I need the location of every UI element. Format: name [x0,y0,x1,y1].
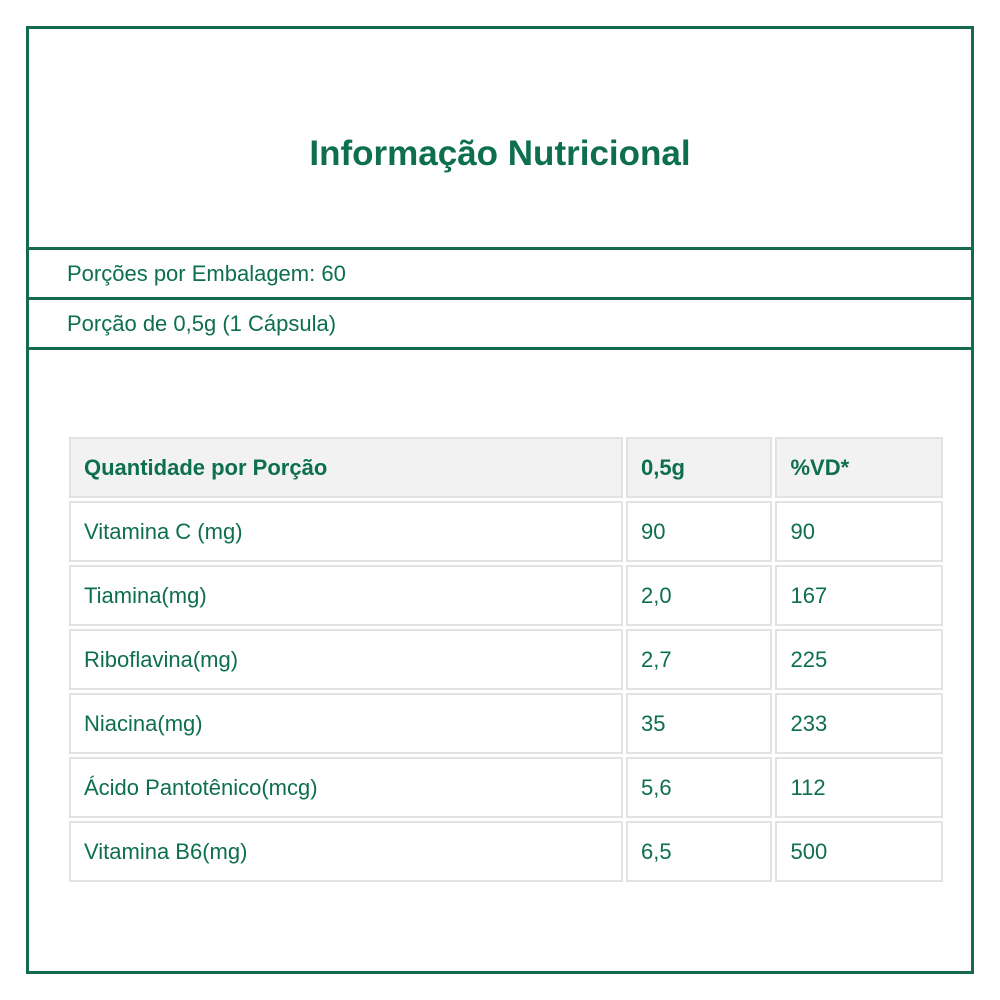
nutrient-daily-value: 90 [775,501,943,562]
column-header-daily-value: %VD* [775,437,943,498]
servings-per-package-text: Porções por Embalagem: 60 [67,260,346,286]
serving-size-row [29,297,971,347]
table-row [69,501,943,562]
nutrient-name: Vitamina B6(mg) [69,821,623,882]
table-row [69,693,943,754]
nutrition-table-wrapper [69,437,949,882]
nutrient-name: Tiamina(mg) [69,565,623,626]
nutrient-amount: 2,7 [626,629,773,690]
nutrition-table [66,434,946,885]
column-header-quantity: Quantidade por Porção [69,437,623,498]
nutrition-facts-panel [26,26,974,974]
nutrient-daily-value: 225 [775,629,943,690]
nutrient-name: Riboflavina(mg) [69,629,623,690]
nutrient-amount: 5,6 [626,757,773,818]
table-row [69,757,943,818]
table-header-row [69,437,943,498]
table-row [69,821,943,882]
nutrient-amount: 6,5 [626,821,773,882]
nutrient-name: Vitamina C (mg) [69,501,623,562]
nutrient-name: Niacina(mg) [69,693,623,754]
serving-size-text: Porção de 0,5g (1 Cápsula) [67,310,337,336]
nutrient-amount: 90 [626,501,773,562]
divider [29,347,971,350]
title-area [29,29,971,247]
nutrient-amount: 2,0 [626,565,773,626]
nutrient-daily-value: 233 [775,693,943,754]
nutrient-amount: 35 [626,693,773,754]
table-row [69,629,943,690]
nutrient-daily-value: 112 [775,757,943,818]
table-row [69,565,943,626]
page-title: Informação Nutricional [309,134,691,173]
nutrient-daily-value: 500 [775,821,943,882]
servings-per-package-row [29,247,971,297]
column-header-amount: 0,5g [626,437,773,498]
nutrient-daily-value: 167 [775,565,943,626]
nutrient-name: Ácido Pantotênico(mcg) [69,757,623,818]
